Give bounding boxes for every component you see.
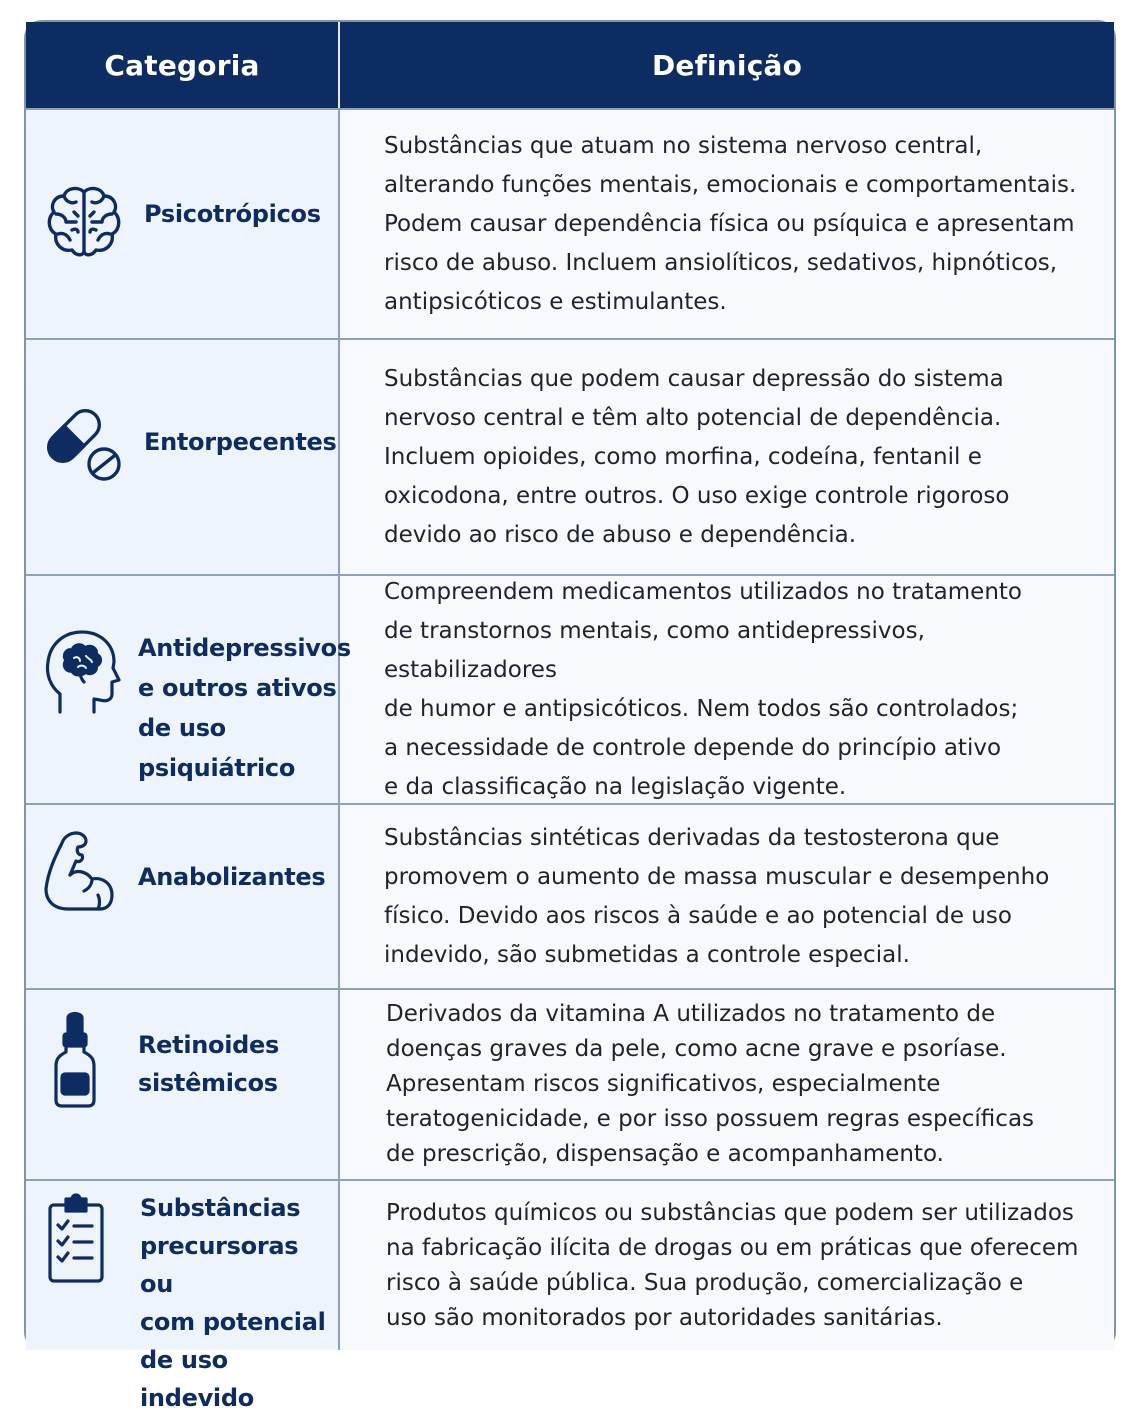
category-cell [26,805,340,988]
pill-capsule-icon [42,402,126,486]
table-row [26,338,1114,574]
controlled-substances-table [24,20,1116,1412]
category-cell [26,990,340,1179]
table-header [26,22,1114,108]
category-cell [26,576,351,803]
category-cell [26,1181,340,1412]
definition-text: Substâncias que podem causar depressão do sistema nervoso central e têm alto potencial de dependência. Incluem opioides, como morfina, codeína, fentanil e oxicodona, entre outros. O uso exige controle rigoroso devido ao risco de abuso e dependência. [384,365,1010,548]
definition-text: Substâncias que atuam no sistema nervoso central, alterando funções mentais, emocionais e comportamentais. Podem causar dependência física ou psíquica e apresentam risco de abuso. Incluem ansiolíticos, sedativos, hipnóticos, antipsicóticos e estimulantes. [384,132,1077,315]
definition-text: Substâncias sintéticas derivadas da testosterona que promovem o aumento de massa muscular e desempenho físico. Devido aos riscos à saúde e ao potencial de uso indevido, são submetidas a controle especial. [384,824,1050,968]
clipboard-checklist-icon [46,1193,106,1285]
header-category: Categoria [26,22,340,108]
definition-cell [340,110,1114,338]
category-cell [26,110,340,338]
category-label: Antidepressivos e outros ativos de uso psiquiátrico [138,634,351,782]
definition-cell [340,576,1114,803]
definition-cell [340,805,1114,988]
table-row [26,988,1114,1179]
table-row [26,1179,1114,1412]
definition-cell [340,340,1114,574]
header-definition: Definição [651,48,803,82]
table-row [26,803,1114,988]
brain-icon [44,182,124,262]
category-label: Entorpecentes [144,428,337,456]
category-label: Substâncias precursoras ou com potencial de uso indevido [140,1194,326,1412]
definition-cell [340,1181,1114,1350]
category-label: Anabolizantes [138,863,326,891]
definition-text: Derivados da vitamina A utilizados no tratamento de doenças graves da pele, como acne grave e psoríase. Apresentam riscos significativos, especialmente teratogenicidade, e por isso possuem regras específicas de prescrição, dispensação e acompanhamento. [386,1001,1035,1167]
table-row [26,574,1114,803]
definition-cell [340,990,1114,1179]
category-label: Psicotrópicos [144,200,321,228]
head-brain-icon [42,628,120,718]
definition-text: Produtos químicos ou substâncias que podem ser utilizados na fabricação ilícita de drogas ou em práticas que oferecem risco à saúde pública. Sua produção, comercialização e uso são monitorados por autoridades sanitárias. [386,1199,1079,1331]
dropper-bottle-icon [52,1008,98,1108]
flexed-arm-icon [40,827,116,915]
table-row [26,108,1114,338]
category-label: Retinoides sistêmicos [138,1031,280,1097]
definition-text: Compreendem medicamentos utilizados no tratamento de transtornos mentais, como antidepressivos, estabilizadores de humor e antipsicóticos. Nem todos são controlados; a necessidade de controle depende do princípio ativo e da classificação na legislação vigente. [384,578,1022,800]
category-cell [26,340,340,574]
